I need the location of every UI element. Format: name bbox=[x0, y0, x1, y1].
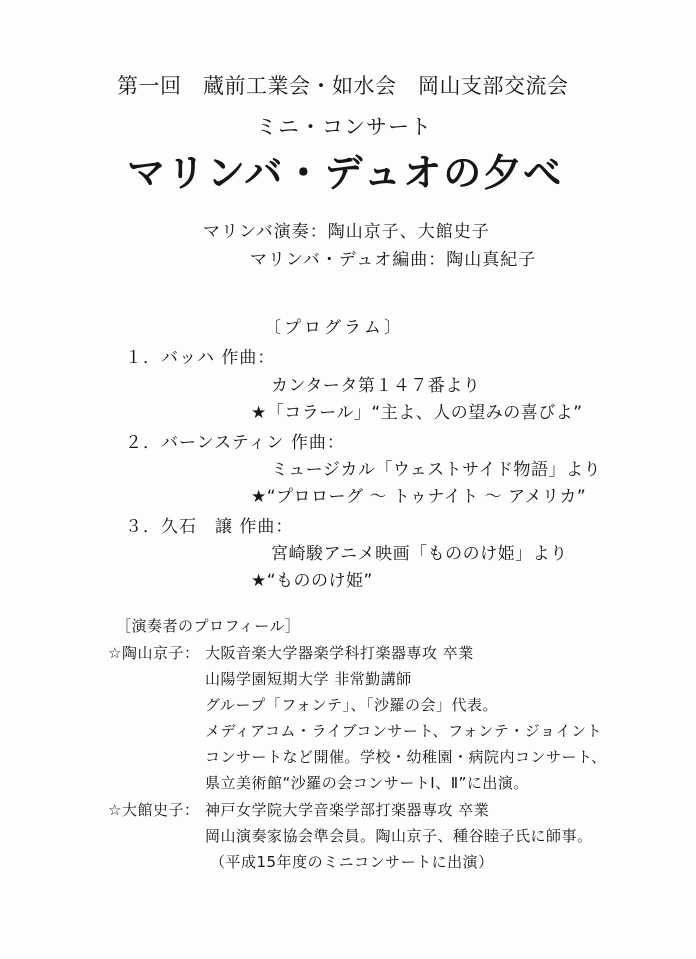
profile-line: 神戸女学院大学音楽学部打楽器専攻 卒業 bbox=[205, 801, 490, 819]
program-source: ミュージカル「ウェストサイド物語」より bbox=[271, 460, 601, 480]
profile-line: 山陽学園短期大学 非常勤講師 bbox=[205, 670, 412, 688]
profile-line: 岡山演奏家協会準会員。陶山京子、種谷睦子氏に師事。 bbox=[205, 827, 593, 845]
program-piece: ★「コラール」“主よ、人の望みの喜びよ” bbox=[251, 403, 583, 423]
program-source: 宮崎駿アニメ映画「もののけ姫」より bbox=[271, 544, 568, 564]
profile-line: 県立美術館“沙羅の会コンサートⅠ、Ⅱ”に出演。 bbox=[205, 774, 529, 792]
profile-line: グループ「フォンテ」、「沙羅の会」代表。 bbox=[205, 696, 499, 714]
program-piece: ★“もののけ姫” bbox=[251, 571, 373, 591]
profile-line: 大阪音楽大学器楽学科打楽器専攻 卒業 bbox=[205, 644, 474, 662]
concert-title: マリンバ・デュオの夕べ bbox=[127, 151, 564, 195]
program-source: カンタータ第１４７番より bbox=[271, 376, 481, 396]
event-title-line: 第一回 蔵前工業会・如水会 岡山支部交流会 bbox=[117, 74, 569, 98]
performer-name: ☆陶山京子： bbox=[108, 644, 200, 662]
program-composer: ３．久石 譲 作曲： bbox=[125, 517, 294, 537]
profile-line: メディアコム・ライブコンサート、フォンテ・ジョイント bbox=[205, 722, 603, 740]
program-composer: ２．バーンスティン 作曲： bbox=[125, 433, 345, 453]
profile-heading: ［演奏者のプロフィール］ bbox=[116, 617, 301, 635]
performers-credit: マリンバ演奏：陶山京子、大館史子 bbox=[203, 222, 490, 242]
program-piece: ★“プロローグ ～ トゥナイト ～ アメリカ” bbox=[251, 487, 587, 507]
profile-line: コンサートなど開催。学校・幼稚園・病院内コンサート、 bbox=[205, 748, 607, 766]
concert-subtitle: ミニ・コンサート bbox=[256, 115, 432, 139]
program-composer: １．バッハ 作曲： bbox=[125, 348, 276, 368]
program-heading: 〔プログラム〕 bbox=[264, 318, 404, 338]
arranger-credit: マリンバ・デュオ編曲：陶山真紀子 bbox=[250, 250, 537, 270]
performer-name: ☆大館史子： bbox=[108, 801, 200, 819]
profile-line: （平成15年度のミニコンサートに出演） bbox=[210, 853, 494, 871]
